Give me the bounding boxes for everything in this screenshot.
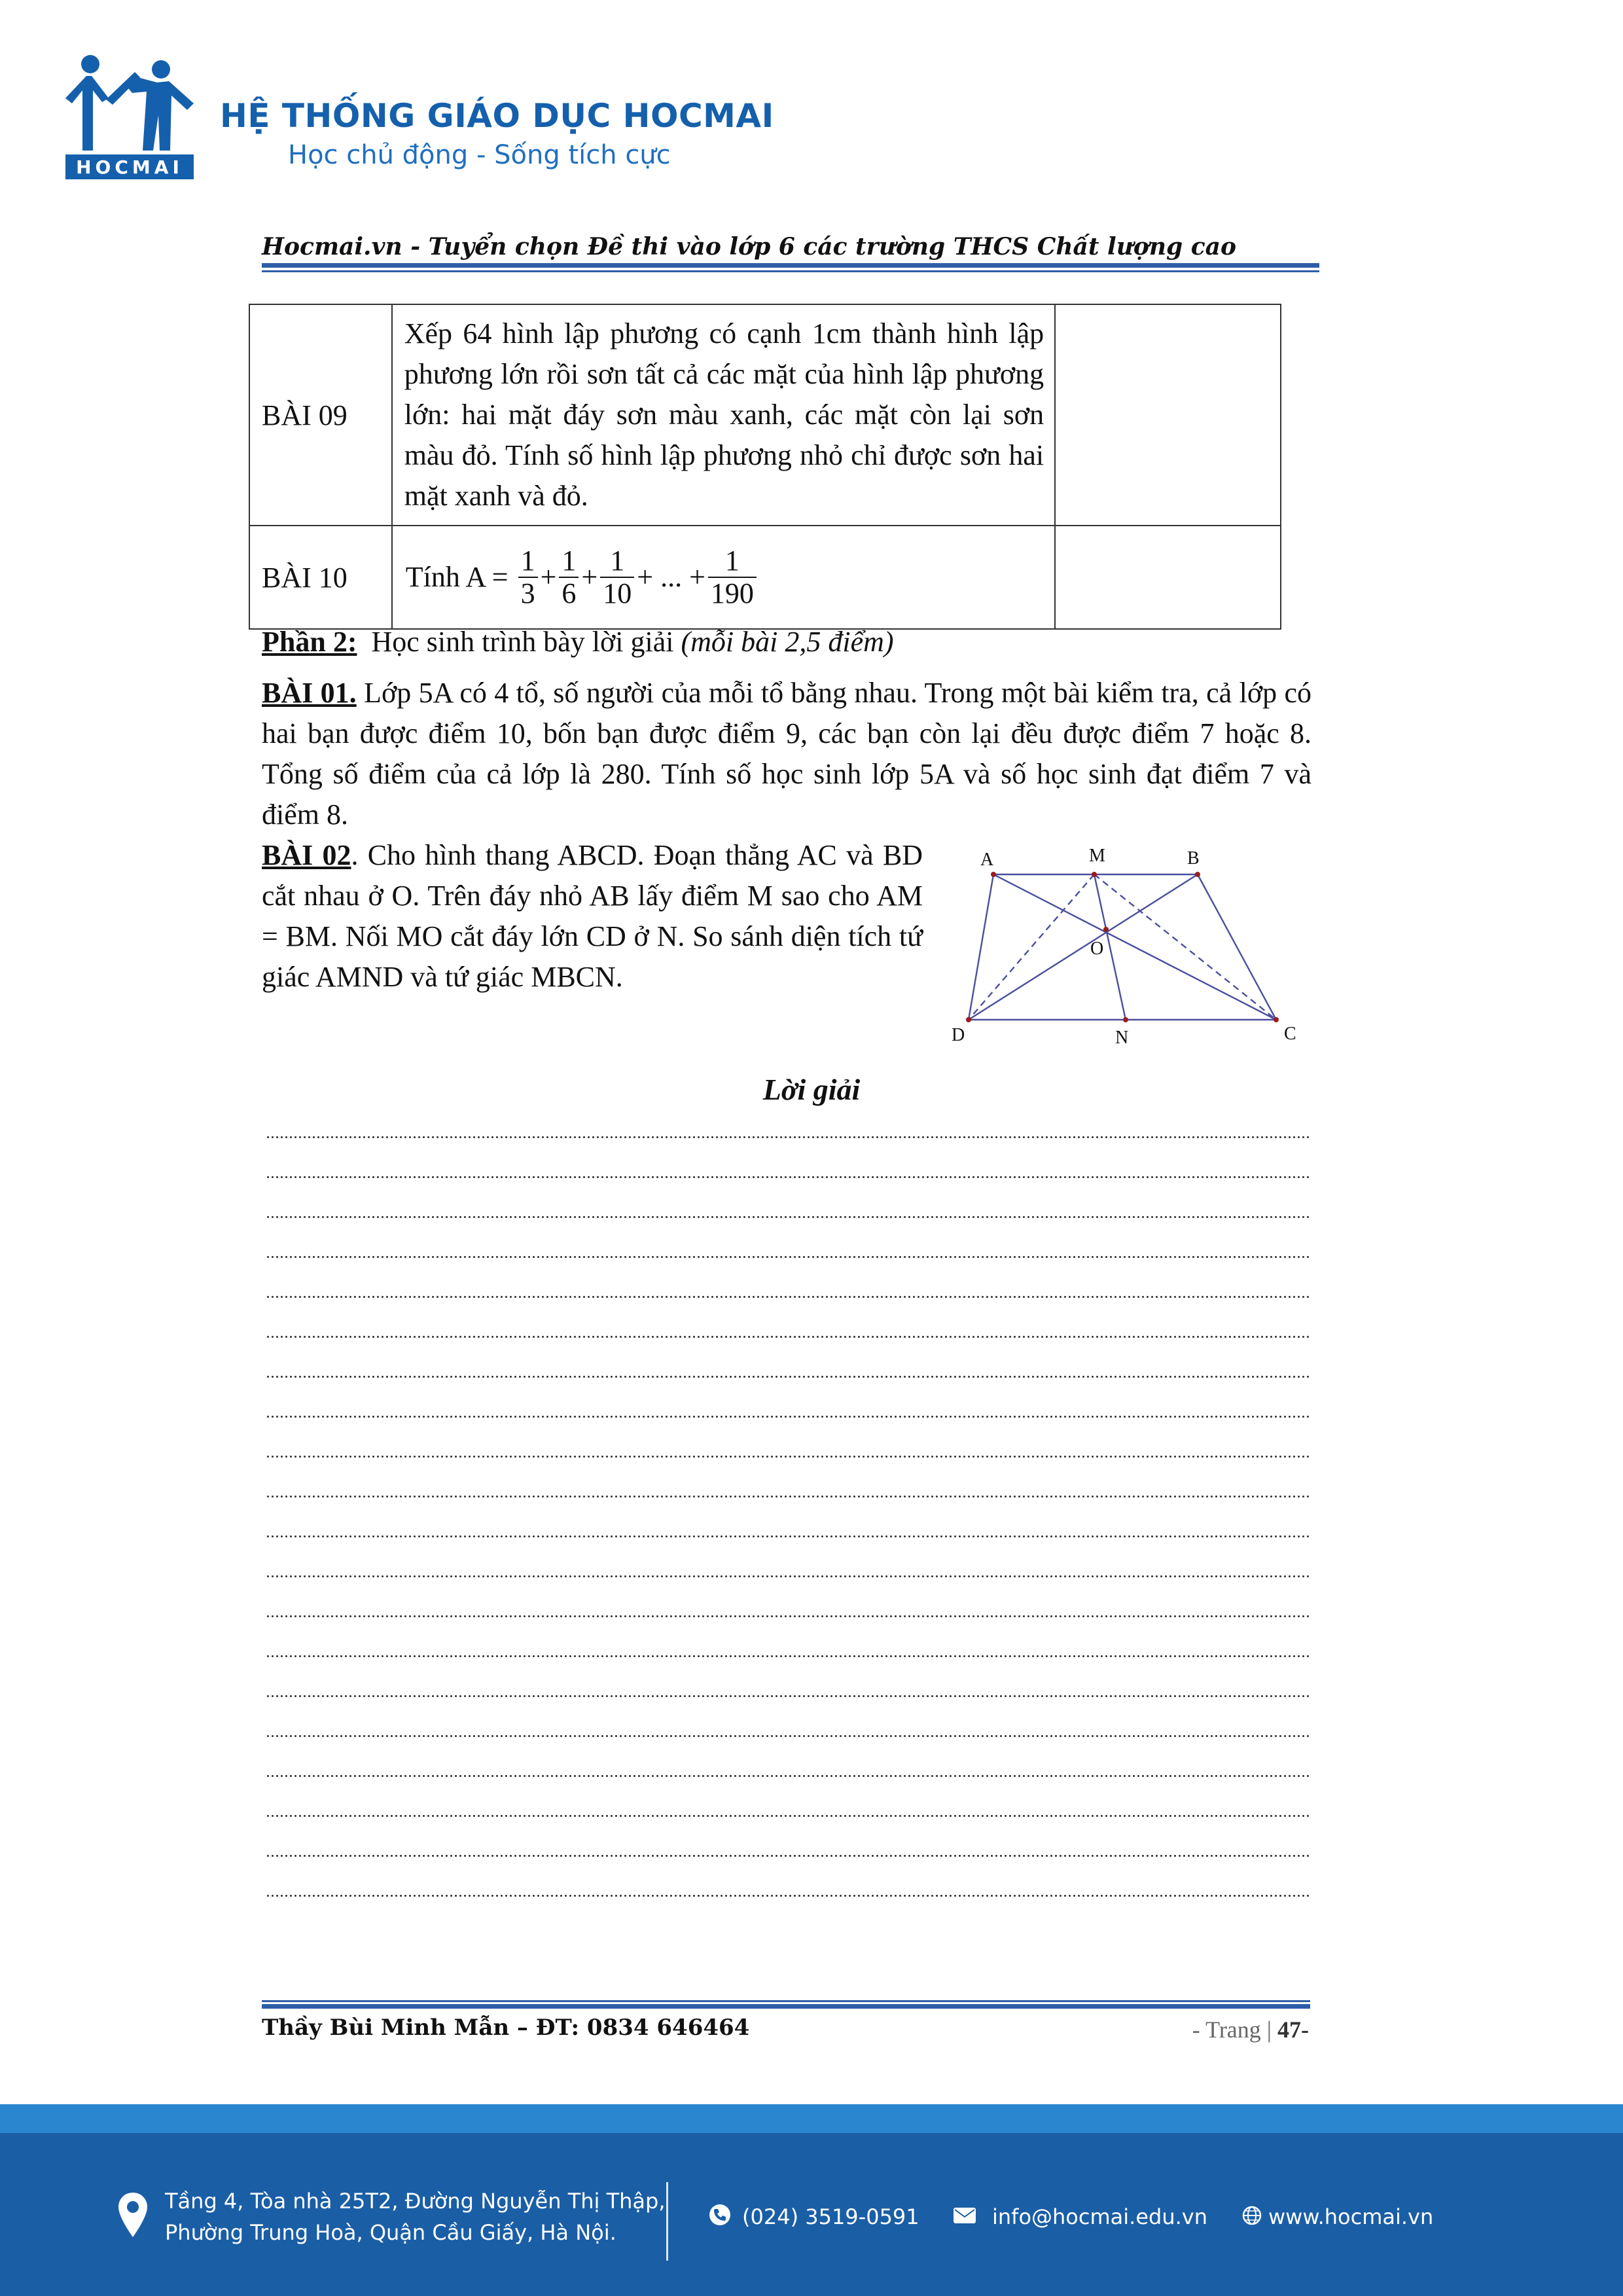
table-row <box>249 526 1281 629</box>
score-cell <box>1055 304 1281 526</box>
formula-cell: Tính A = $\frac{1}{3}$ + $\frac{1}{6}$ + $\frac{1}{10}$ + ... + $\frac{1}{190}$ <box>392 526 1055 629</box>
side-bc <box>1198 874 1276 1020</box>
header-rule <box>262 263 1319 268</box>
diagonal-bd <box>969 874 1198 1020</box>
answer-line <box>266 1416 1309 1418</box>
answer-line <box>266 1655 1309 1657</box>
point-label-n: N <box>1115 1028 1129 1048</box>
question-table <box>249 304 1281 630</box>
answer-line <box>266 1895 1309 1897</box>
location-pin-icon <box>116 2191 149 2238</box>
point-label-a: A <box>980 850 994 870</box>
svg-text:HOCMAI: HOCMAI <box>76 156 183 178</box>
phone-icon <box>708 2203 732 2227</box>
address-line-2: Phường Trung Hoà, Quận Cầu Giấy, Hà Nội. <box>165 2220 616 2245</box>
answer-line <box>266 1695 1309 1697</box>
table-row <box>249 304 1281 526</box>
answer-line <box>266 1535 1309 1537</box>
answer-line <box>266 1456 1309 1458</box>
problem-text: . Cho hình thang ABCD. Đoạn thẳng AC và BD cắt nhau ở O. Trên đáy nhỏ AB lấy điểm M sao cho AM = BM. Nối MO cắt đáy lớn CD ở N. So sánh diện tích tứ giác AMND và tứ giác MBCN. <box>262 839 923 993</box>
answer-line <box>266 1496 1309 1498</box>
answer-line <box>266 1855 1309 1857</box>
row-content: Xếp 64 hình lập phương có cạnh 1cm thành hình lập phương lớn rồi sơn tất cả các mặt của hình lập phương lớn: hai mặt đáy sơn màu xanh, các mặt còn lại sơn màu đỏ. Tính số hình lập phương nhỏ chỉ được sơn hai mặt xanh và đỏ. <box>392 304 1055 526</box>
point-label-b: B <box>1187 848 1200 869</box>
fraction: $\frac{1}{190}$ <box>708 545 757 609</box>
answer-line <box>266 1336 1309 1338</box>
diagonal-ac <box>993 874 1276 1020</box>
answer-line <box>266 1376 1309 1378</box>
problem-bai02 <box>262 835 923 997</box>
author-line: Thầy Bùi Minh Mẫn – ĐT: 0834 646464 <box>262 2015 750 2041</box>
footer-band-top <box>0 2104 1623 2133</box>
formula-prefix: Tính A = <box>405 561 508 593</box>
footer-rule <box>262 2004 1310 2009</box>
email-link[interactable]: info@hocmai.edu.vn <box>992 2204 1207 2229</box>
answer-line <box>266 1775 1309 1777</box>
globe-icon <box>1242 2206 1262 2225</box>
brand-slogan: Học chủ động - Sống tích cực <box>288 140 671 170</box>
answer-line <box>266 1176 1309 1178</box>
score-cell <box>1055 526 1281 629</box>
answer-line <box>266 1735 1309 1737</box>
logo-figure-head-right <box>152 60 170 79</box>
row-label: BÀI 09 <box>249 304 392 526</box>
problem-label: BÀI 01. <box>262 677 357 709</box>
brand-title: HỆ THỐNG GIÁO DỤC HOCMAI <box>220 97 774 135</box>
trapezoid-figure <box>942 842 1315 1051</box>
address-line-1: Tầng 4, Tòa nhà 25T2, Đường Nguyễn Thị Thập, <box>165 2189 666 2214</box>
fraction: $\frac{1}{6}$ <box>559 545 579 609</box>
point-label-d: D <box>952 1025 965 1045</box>
problem-label: BÀI 02 <box>262 839 351 871</box>
phone-number[interactable]: (024) 3519-0591 <box>742 2204 919 2229</box>
answer-line <box>266 1815 1309 1817</box>
hocmai-logo <box>63 52 198 181</box>
email-icon <box>953 2207 976 2224</box>
side-ad <box>969 874 993 1020</box>
part2-heading: Phần 2: Học sinh trình bày lời giải (mỗi bài 2,5 điểm) <box>262 626 894 658</box>
answer-line <box>266 1296 1309 1298</box>
logo-figure-head-left <box>81 55 99 73</box>
answer-line <box>266 1136 1309 1138</box>
page-number: - Trang | 47- <box>1192 2017 1309 2043</box>
footer-rule-thin <box>262 2000 1310 2002</box>
fraction: $\frac{1}{3}$ <box>518 545 538 609</box>
solution-title: Lời giải <box>762 1073 861 1106</box>
row-label: BÀI 10 <box>249 526 392 629</box>
dashed-md <box>969 874 1094 1020</box>
problem-bai01 <box>262 673 1311 835</box>
website-link[interactable]: www.hocmai.vn <box>1268 2204 1434 2229</box>
document-title: Hocmai.vn - Tuyển chọn Đề thi vào lớp 6 các trường THCS Chất lượng cao <box>262 233 1237 260</box>
header-rule-thin <box>262 270 1319 272</box>
point-label-m: M <box>1089 846 1105 866</box>
problem-text: Lớp 5A có 4 tổ, số người của mỗi tổ bằng nhau. Trong một bài kiểm tra, cả lớp có hai bạn được điểm 10, bốn bạn được điểm 9, các bạn còn lại đều được điểm 7 hoặc 8. Tổng số điểm của cả lớp là 280. Tính số học sinh lớp 5A và số học sinh đạt điểm 7 và điểm 8. <box>262 677 1312 831</box>
answer-line <box>266 1575 1309 1577</box>
answer-line <box>266 1615 1309 1617</box>
point-label-o: O <box>1090 939 1104 959</box>
fraction: $\frac{1}{10}$ <box>600 545 634 609</box>
answer-line <box>266 1256 1309 1258</box>
point-label-c: C <box>1284 1024 1296 1044</box>
answer-line <box>266 1216 1309 1218</box>
footer-divider <box>666 2182 668 2261</box>
